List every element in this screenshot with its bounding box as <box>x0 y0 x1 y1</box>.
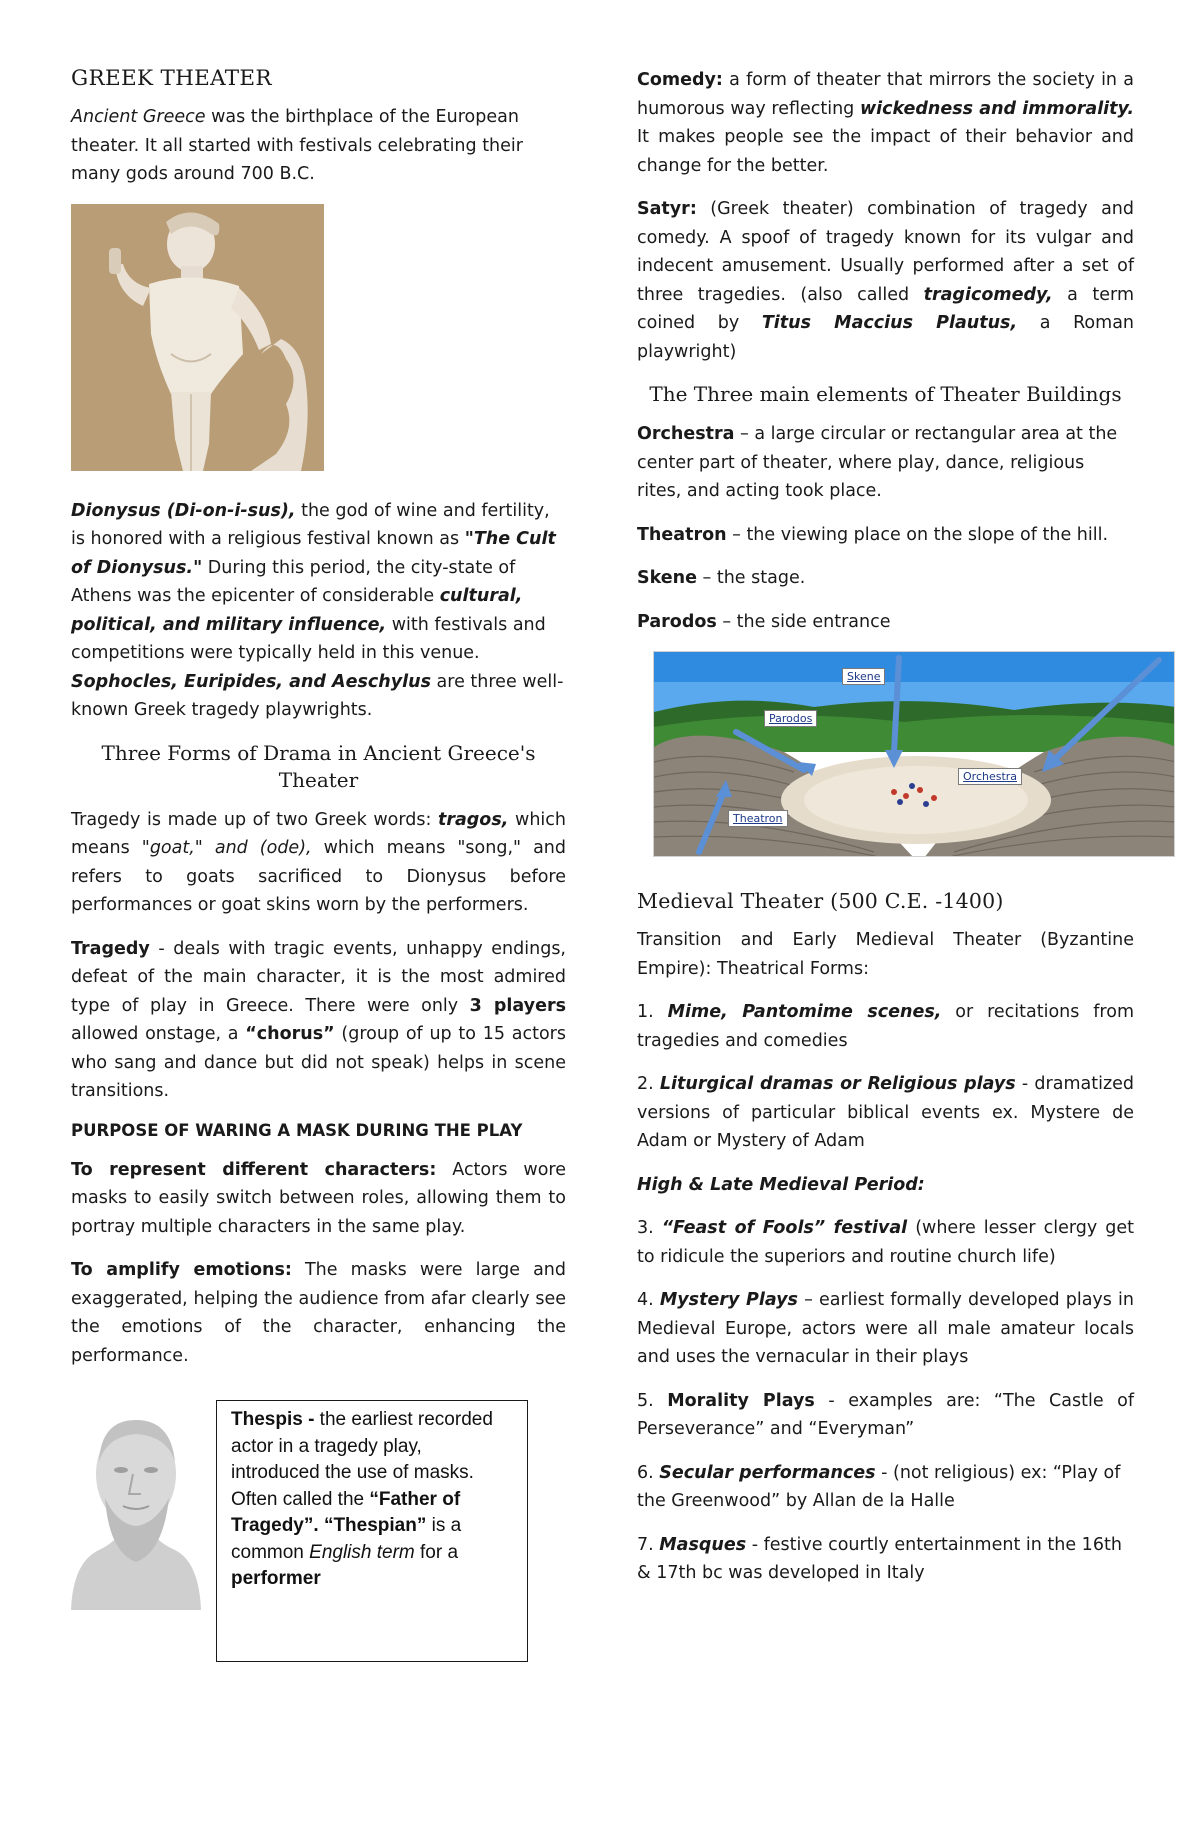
orchestra-paragraph: Orchestra – a large circular or rectangular area at the center part of theater, where play, dance, religious rites, and acting took place. <box>637 424 1118 501</box>
photo-label-theatron: Theatron <box>728 810 788 827</box>
parodos-paragraph: Parodos – the side entrance <box>637 611 891 632</box>
mask-characters-paragraph: To represent different characters: Actors wore masks to easily switch between roles, allowing them to portray multiple characters in the same play. <box>71 1159 566 1237</box>
medieval-heading: Medieval Theater (500 C.E. -1400) <box>637 889 1004 913</box>
transition-paragraph: Transition and Early Medieval Theater (Byzantine Empire): Theatrical Forms: <box>637 930 1134 979</box>
tragedy-definition-paragraph: Tragedy is made up of two Greek words: tragos, which means "goat," and (ode), which means "song," and refers to goats sacrificed to Dionysus before performances or goat skins worn by the performers. <box>71 809 566 915</box>
list-item: 3. “Feast of Fools” festival (where lesser clergy get to ridicule the superiors and routine church life) <box>637 1218 1135 1267</box>
right-column <box>637 66 1134 1603</box>
thespis-text-box <box>216 1400 528 1662</box>
comedy-paragraph: Comedy: a form of theater that mirrors the society in a humorous way reflecting wickedness and immorality. It makes people see the impact of their behavior and change for the better. <box>637 70 1134 176</box>
list-item: 6. Secular performances - (not religious) ex: “Play of the Greenwood” by Allan de la Halle <box>637 1462 1121 1511</box>
mask-emotions-paragraph: To amplify emotions: The masks were large and exaggerated, helping the audience from afar clearly see the emotions of the character, enhancing the performance. <box>71 1260 566 1366</box>
photo-label-parodos: Parodos <box>764 710 817 727</box>
dionysus-statue-image <box>71 204 324 471</box>
elements-heading: The Three main elements of Theater Buildings <box>649 382 1122 406</box>
satyr-paragraph: Satyr: (Greek theater) combination of tragedy and comedy. A spoof of tragedy known for its vulgar and indecent amusement. Usually performed after a set of three tragedies. (also called tragicomedy, a term coined by Titus Maccius Plautus, a Roman playwright) <box>637 199 1135 362</box>
thespis-bust-image <box>71 1412 201 1610</box>
photo-label-orchestra: Orchestra <box>958 768 1022 785</box>
list-item: 2. Liturgical dramas or Religious plays - dramatized versions of particular biblical events ex. Mystere de Adam or Mystery of Adam <box>637 1074 1135 1151</box>
intro-paragraph: Ancient Greece was the birthplace of the European theater. It all started with festivals celebrating their many gods around 700 B.C. <box>71 107 523 184</box>
list-item: 5. Morality Plays - examples are: “The Castle of Perseverance” and “Everyman” <box>637 1390 1134 1439</box>
list-item: 4. Mystery Plays – earliest formally developed plays in Medieval Europe, actors were all male amateur locals and uses the vernacular in their plays <box>637 1290 1134 1367</box>
left-column <box>71 66 566 1670</box>
page-title: GREEK THEATER <box>71 66 272 91</box>
mask-heading: PURPOSE OF WARING A MASK DURING THE PLAY <box>71 1120 523 1140</box>
thespis-section <box>71 1400 566 1670</box>
skene-paragraph: Skene – the stage. <box>637 568 806 588</box>
thespis-paragraph: Thespis - the earliest recorded actor in a tragedy play, introduced the use of masks. Often called the “Father of Tragedy”. “Thespian” is a common English term for a performer <box>231 1409 493 1589</box>
forms-heading: Three Forms of Drama in Ancient Greece's Theater <box>101 740 536 792</box>
high-late-subheading: High & Late Medieval Period: <box>637 1174 925 1195</box>
greek-theater-photo <box>653 651 1175 857</box>
list-item: 7. Masques - festive courtly entertainment in the 16th & 17th bc was developed in Italy <box>637 1534 1122 1583</box>
dionysus-paragraph: Dionysus (Di-on-i-sus), the god of wine and fertility, is honored with a religious festival known as "The Cult of Dionysus." During this period, the city-state of Athens was the epicenter of considerable cultural, political, and military influence, with festivals and competitions were typically held in this venue. Sophocles, Euripides, and Aeschylus are three well-known Greek tragedy playwrights. <box>71 500 564 720</box>
theatron-paragraph: Theatron – the viewing place on the slope of the hill. <box>637 524 1109 545</box>
tragedy-paragraph: Tragedy - deals with tragic events, unhappy endings, defeat of the main character, it is the most admired type of play in Greece. There were only 3 players allowed onstage, a “chorus” (group of up to 15 actors who sang and dance but did not speak) helps in scene transitions. <box>71 938 567 1101</box>
photo-label-skene: Skene <box>842 668 885 685</box>
list-item: 1. Mime, Pantomime scenes, or recitations from tragedies and comedies <box>637 1002 1134 1051</box>
